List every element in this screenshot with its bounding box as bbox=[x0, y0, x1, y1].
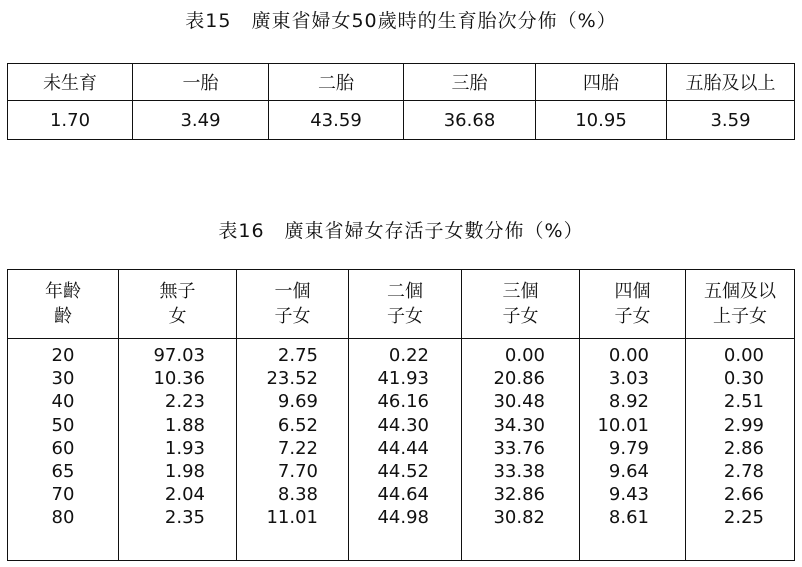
percentage-cell: 44.64 bbox=[377, 484, 429, 506]
header-age-line1: 年齡 bbox=[45, 281, 81, 302]
four-children-column bbox=[580, 339, 686, 561]
percentage-cell: 33.76 bbox=[493, 437, 545, 459]
header-line1: 二個 bbox=[387, 281, 423, 302]
percentage-cell: 2.04 bbox=[164, 484, 205, 506]
percentage-cell: 11.01 bbox=[266, 507, 318, 529]
header-line1: 一個 bbox=[274, 281, 311, 302]
percentage-cell: 0.30 bbox=[723, 368, 764, 390]
percentage-cell: 2.66 bbox=[723, 484, 764, 506]
header-line1: 無子 bbox=[159, 281, 196, 302]
percentage-cell: 8.38 bbox=[277, 484, 318, 506]
percentage-cell: 44.52 bbox=[377, 461, 429, 483]
percentage-cell: 0.22 bbox=[388, 345, 429, 366]
percentage-cell: 44.30 bbox=[377, 414, 429, 436]
percentage-cell: 2.78 bbox=[723, 461, 764, 483]
header-line1: 四個 bbox=[614, 281, 651, 302]
percentage-cell: 2.51 bbox=[723, 391, 764, 413]
age-column bbox=[8, 339, 119, 561]
header-three-children bbox=[462, 270, 580, 339]
percentage-cell: 2.35 bbox=[164, 507, 205, 529]
percentage-cell: 34.30 bbox=[493, 414, 545, 436]
percentage-cell: 46.16 bbox=[377, 391, 429, 413]
percentage-cell: 44.98 bbox=[377, 507, 429, 529]
percentage-cell: 7.22 bbox=[277, 437, 318, 459]
header-one-child bbox=[237, 270, 349, 339]
header-line2: 子女 bbox=[614, 306, 651, 327]
table15-header-cell: 一胎 bbox=[133, 64, 269, 101]
header-line1: 三個 bbox=[502, 281, 539, 302]
table16-body-row bbox=[8, 339, 795, 561]
percentage-cell: 9.69 bbox=[277, 391, 318, 413]
header-two-children bbox=[349, 270, 462, 339]
age-cell: 60 bbox=[51, 437, 75, 459]
percentage-cell: 44.44 bbox=[377, 437, 429, 459]
percentage-cell: 20.86 bbox=[493, 368, 545, 390]
percentage-cell: 2.23 bbox=[164, 391, 205, 413]
table15-value-cell: 3.49 bbox=[133, 101, 269, 140]
age-cell: 40 bbox=[51, 391, 75, 413]
percentage-cell: 23.52 bbox=[266, 368, 318, 390]
percentage-cell: 2.86 bbox=[723, 437, 764, 459]
header-line2: 女 bbox=[168, 306, 187, 327]
table15-value-cell: 1.70 bbox=[8, 101, 133, 140]
percentage-cell: 0.00 bbox=[608, 345, 649, 366]
five-plus-children-column bbox=[686, 339, 795, 561]
three-children-column bbox=[462, 339, 580, 561]
table15-header-cell: 五胎及以上 bbox=[667, 64, 795, 101]
percentage-cell: 3.03 bbox=[608, 368, 649, 390]
percentage-cell: 8.61 bbox=[608, 507, 649, 529]
age-cell: 30 bbox=[51, 368, 75, 390]
age-cell: 80 bbox=[51, 507, 75, 529]
percentage-cell: 2.75 bbox=[277, 345, 318, 366]
percentage-cell: 41.93 bbox=[377, 368, 429, 390]
percentage-cell: 0.00 bbox=[504, 345, 545, 366]
table15-header-cell: 四胎 bbox=[536, 64, 667, 101]
surviving-children-table bbox=[7, 269, 795, 561]
percentage-cell: 0.00 bbox=[723, 345, 764, 366]
percentage-cell: 2.25 bbox=[723, 507, 764, 529]
percentage-cell: 1.88 bbox=[164, 414, 205, 436]
header-no-children bbox=[119, 270, 237, 339]
header-line2: 上子女 bbox=[713, 306, 767, 327]
percentage-cell: 1.98 bbox=[164, 461, 205, 483]
percentage-cell: 9.79 bbox=[608, 437, 649, 459]
percentage-cell: 2.99 bbox=[723, 414, 764, 436]
percentage-cell: 97.03 bbox=[153, 345, 205, 366]
table15-value-cell: 36.68 bbox=[404, 101, 536, 140]
one-child-column bbox=[237, 339, 349, 561]
table16-header-row bbox=[8, 270, 795, 339]
percentage-cell: 7.70 bbox=[277, 461, 318, 483]
table15-header-cell: 三胎 bbox=[404, 64, 536, 101]
percentage-cell: 6.52 bbox=[277, 414, 318, 436]
percentage-cell: 10.36 bbox=[153, 368, 205, 390]
header-age-line2: 齡 bbox=[54, 306, 72, 327]
header-five-plus-children bbox=[686, 270, 795, 339]
age-cell: 20 bbox=[51, 345, 75, 366]
table15-value-cell: 3.59 bbox=[667, 101, 795, 140]
percentage-cell: 33.38 bbox=[493, 461, 545, 483]
percentage-cell: 8.92 bbox=[608, 391, 649, 413]
table15-title: 表15 廣東省婦女50歲時的生育胎次分佈（%） bbox=[185, 10, 617, 32]
table15-header-row bbox=[8, 64, 795, 101]
percentage-cell: 30.48 bbox=[493, 391, 545, 413]
header-four-children bbox=[580, 270, 686, 339]
percentage-cell: 10.01 bbox=[597, 414, 649, 436]
age-cell: 65 bbox=[51, 461, 75, 483]
header-line2: 子女 bbox=[387, 306, 423, 327]
table15-header-cell: 未生育 bbox=[8, 64, 133, 101]
birth-order-table bbox=[7, 63, 795, 140]
percentage-cell: 30.82 bbox=[493, 507, 545, 529]
percentage-cell: 1.93 bbox=[164, 437, 205, 459]
header-line2: 子女 bbox=[274, 306, 311, 327]
header-age bbox=[8, 270, 119, 339]
header-line2: 子女 bbox=[502, 306, 539, 327]
percentage-cell: 9.43 bbox=[608, 484, 649, 506]
percentage-cell: 32.86 bbox=[493, 484, 545, 506]
header-line1: 五個及以 bbox=[704, 281, 776, 302]
age-cell: 70 bbox=[51, 484, 75, 506]
table15-header-cell: 二胎 bbox=[269, 64, 404, 101]
table15-value-cell: 43.59 bbox=[269, 101, 404, 140]
percentage-cell: 9.64 bbox=[608, 461, 649, 483]
no-children-column bbox=[119, 339, 237, 561]
age-cell: 50 bbox=[51, 414, 75, 436]
table15-value-row bbox=[8, 101, 795, 140]
table15-value-cell: 10.95 bbox=[536, 101, 667, 140]
two-children-column bbox=[349, 339, 462, 561]
table16-title: 表16 廣東省婦女存活子女數分佈（%） bbox=[218, 220, 584, 242]
